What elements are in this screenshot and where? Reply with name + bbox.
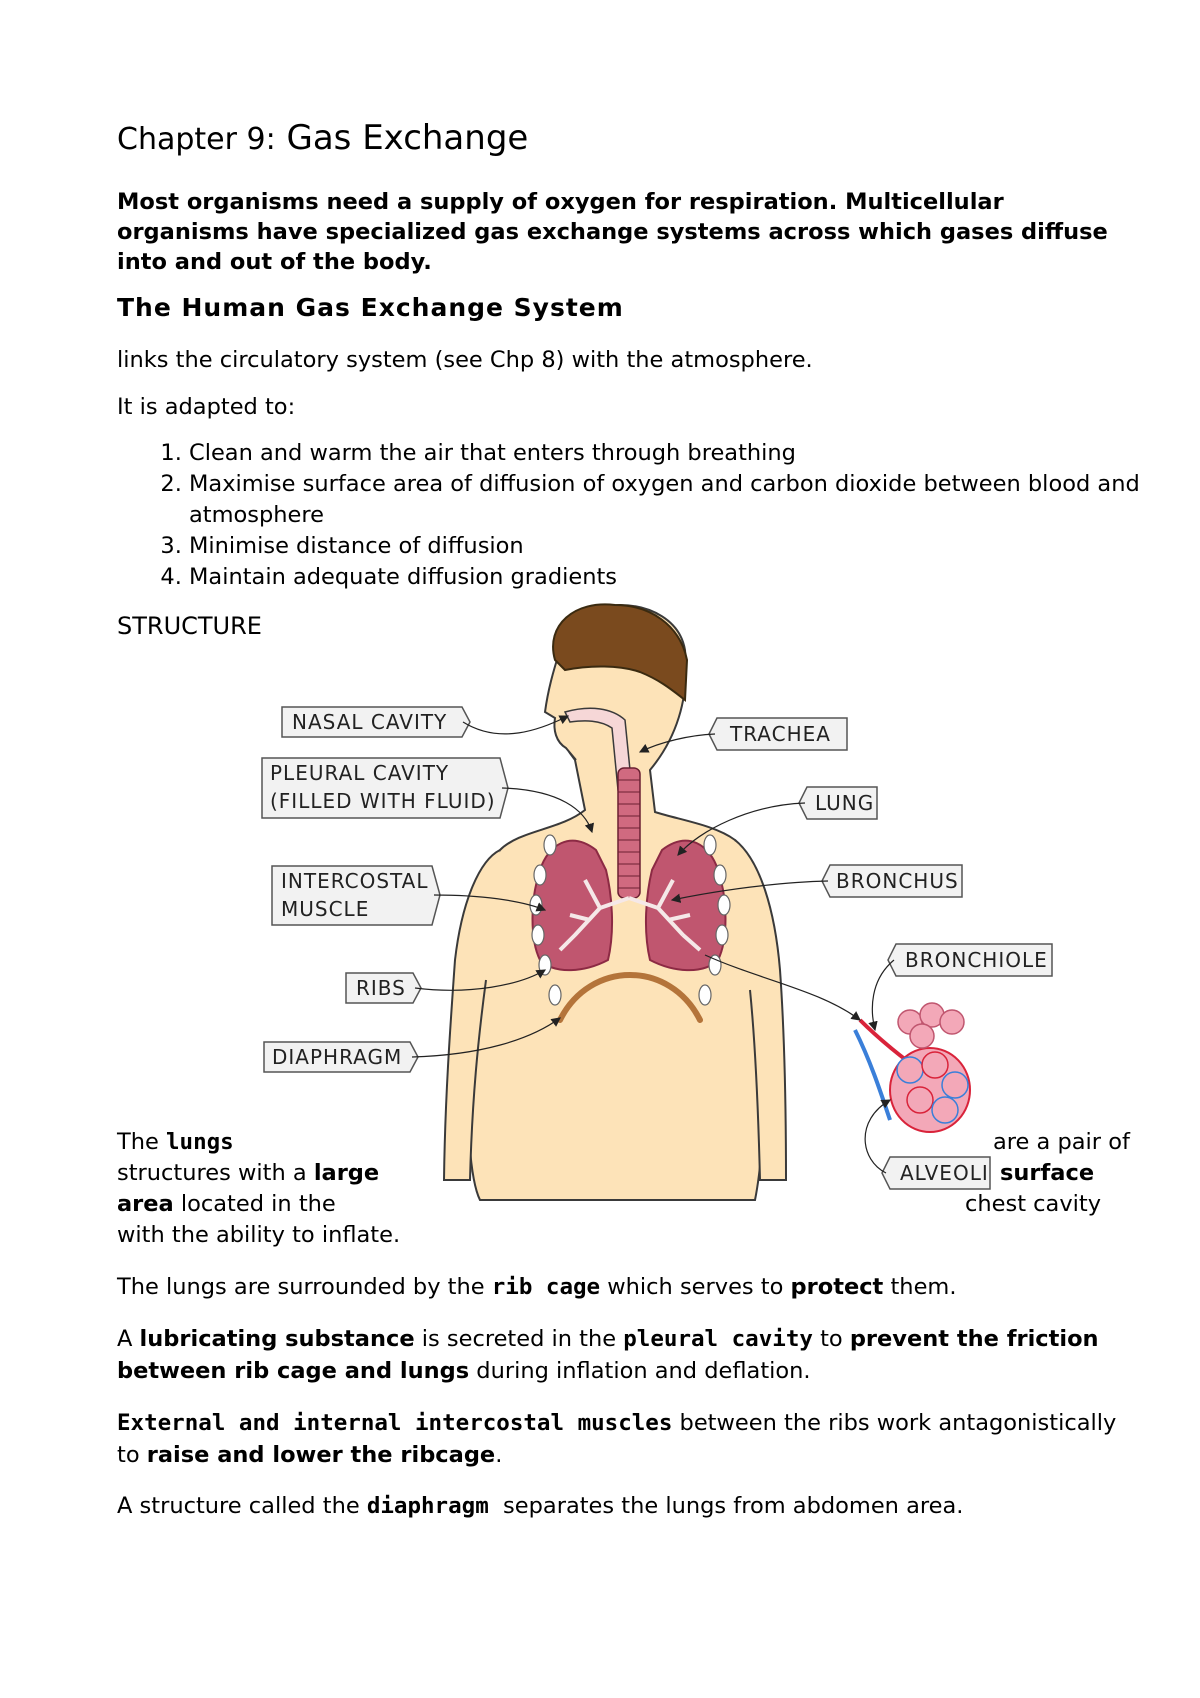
text-run: to bbox=[812, 1326, 850, 1352]
keyword-lungs: lungs bbox=[166, 1129, 234, 1155]
text-run: which serves to bbox=[600, 1274, 791, 1300]
label-text: (FILLED WITH FLUID) bbox=[270, 789, 496, 813]
keyword-diaphragm: diaphragm bbox=[366, 1493, 489, 1519]
list-item: 2. Maximise surface area of diffusion of oxygen and carbon dioxide between blood and atmosphere bbox=[189, 469, 1199, 531]
text-run: separates the lungs from abdomen area. bbox=[488, 1493, 964, 1519]
list-item: 1. Clean and warm the air that enters through breathing bbox=[189, 438, 1199, 469]
adapted-intro: It is adapted to: bbox=[117, 394, 296, 420]
list-item: 4. Maintain adequate diffusion gradients bbox=[189, 562, 1199, 593]
lungs-line-3-left bbox=[117, 1189, 336, 1220]
rib-cage-paragraph bbox=[117, 1271, 1117, 1303]
text-run: The bbox=[117, 1129, 166, 1155]
label-text: BRONCHIOLE bbox=[905, 948, 1048, 972]
keyword-protect: protect bbox=[790, 1274, 884, 1300]
keyword-surface: surface bbox=[1000, 1160, 1095, 1186]
text-run: structures with a bbox=[117, 1160, 314, 1186]
label-text: ALVEOLI bbox=[900, 1161, 989, 1185]
label-text: RIBS bbox=[356, 976, 406, 1000]
structure-label: STRUCTURE bbox=[117, 612, 262, 640]
chapter-name: Gas Exchange bbox=[286, 118, 529, 158]
lubricating-paragraph bbox=[117, 1323, 1117, 1387]
lungs-line-2-right bbox=[1000, 1158, 1094, 1189]
text-run: The lungs are surrounded by the bbox=[117, 1274, 492, 1300]
keyword-prevent-friction: prevent the friction between rib cage and lungs bbox=[117, 1326, 1099, 1384]
lungs-line-2-left bbox=[117, 1158, 379, 1189]
label-text: BRONCHUS bbox=[836, 869, 959, 893]
diaphragm-paragraph bbox=[117, 1490, 1117, 1522]
keyword-large: large bbox=[313, 1160, 380, 1186]
label-pleural-cavity bbox=[262, 758, 592, 832]
lungs-line-1-left bbox=[117, 1127, 234, 1158]
chapter-prefix: Chapter 9: bbox=[117, 122, 276, 157]
lungs-line-1-right: are a pair of bbox=[993, 1129, 1130, 1155]
label-nasal-cavity bbox=[282, 707, 568, 737]
text-run: A structure called the bbox=[117, 1493, 367, 1519]
label-text: MUSCLE bbox=[281, 897, 370, 921]
keyword-intercostal: External and internal intercostal muscles bbox=[117, 1410, 673, 1436]
keyword-raise-lower: raise and lower the ribcage bbox=[146, 1442, 496, 1468]
label-text: INTERCOSTAL bbox=[281, 869, 429, 893]
label-text: NASAL CAVITY bbox=[292, 710, 448, 734]
list-item: 3. Minimise distance of diffusion bbox=[189, 531, 1199, 562]
text-run: located in the bbox=[173, 1191, 336, 1217]
lungs-line-4: with the ability to inflate. bbox=[117, 1222, 401, 1248]
keyword-pleural-cavity: pleural cavity bbox=[623, 1326, 813, 1352]
keyword-rib-cage: rib cage bbox=[491, 1274, 601, 1300]
trachea bbox=[618, 768, 640, 898]
links-text: links the circulatory system (see Chp 8) with the atmosphere. bbox=[117, 347, 813, 373]
intro-paragraph: Most organisms need a supply of oxygen for respiration. Multicellular organisms have specialized gas exchange systems across which gases diffuse into and out of the body. bbox=[117, 189, 1108, 275]
alveoli-cluster bbox=[855, 1003, 970, 1132]
text-run: during inflation and deflation. bbox=[469, 1358, 811, 1384]
intercostal-paragraph bbox=[117, 1407, 1117, 1471]
text-run: . bbox=[495, 1442, 503, 1468]
label-text: DIAPHRAGM bbox=[272, 1045, 403, 1069]
label-text: LUNG bbox=[815, 791, 875, 815]
label-text: PLEURAL CAVITY bbox=[270, 761, 450, 785]
label-text: TRACHEA bbox=[730, 722, 831, 746]
text-run: between the ribs work antagonistically to bbox=[117, 1410, 1117, 1468]
lungs-line-3-right: chest cavity bbox=[965, 1191, 1102, 1217]
text-run: A bbox=[117, 1326, 140, 1352]
section-heading: The Human Gas Exchange System bbox=[117, 293, 624, 322]
keyword-area: area bbox=[117, 1191, 174, 1217]
keyword-lubricating: lubricating substance bbox=[139, 1326, 415, 1352]
text-run: them. bbox=[883, 1274, 957, 1300]
text-run: is secreted in the bbox=[414, 1326, 624, 1352]
